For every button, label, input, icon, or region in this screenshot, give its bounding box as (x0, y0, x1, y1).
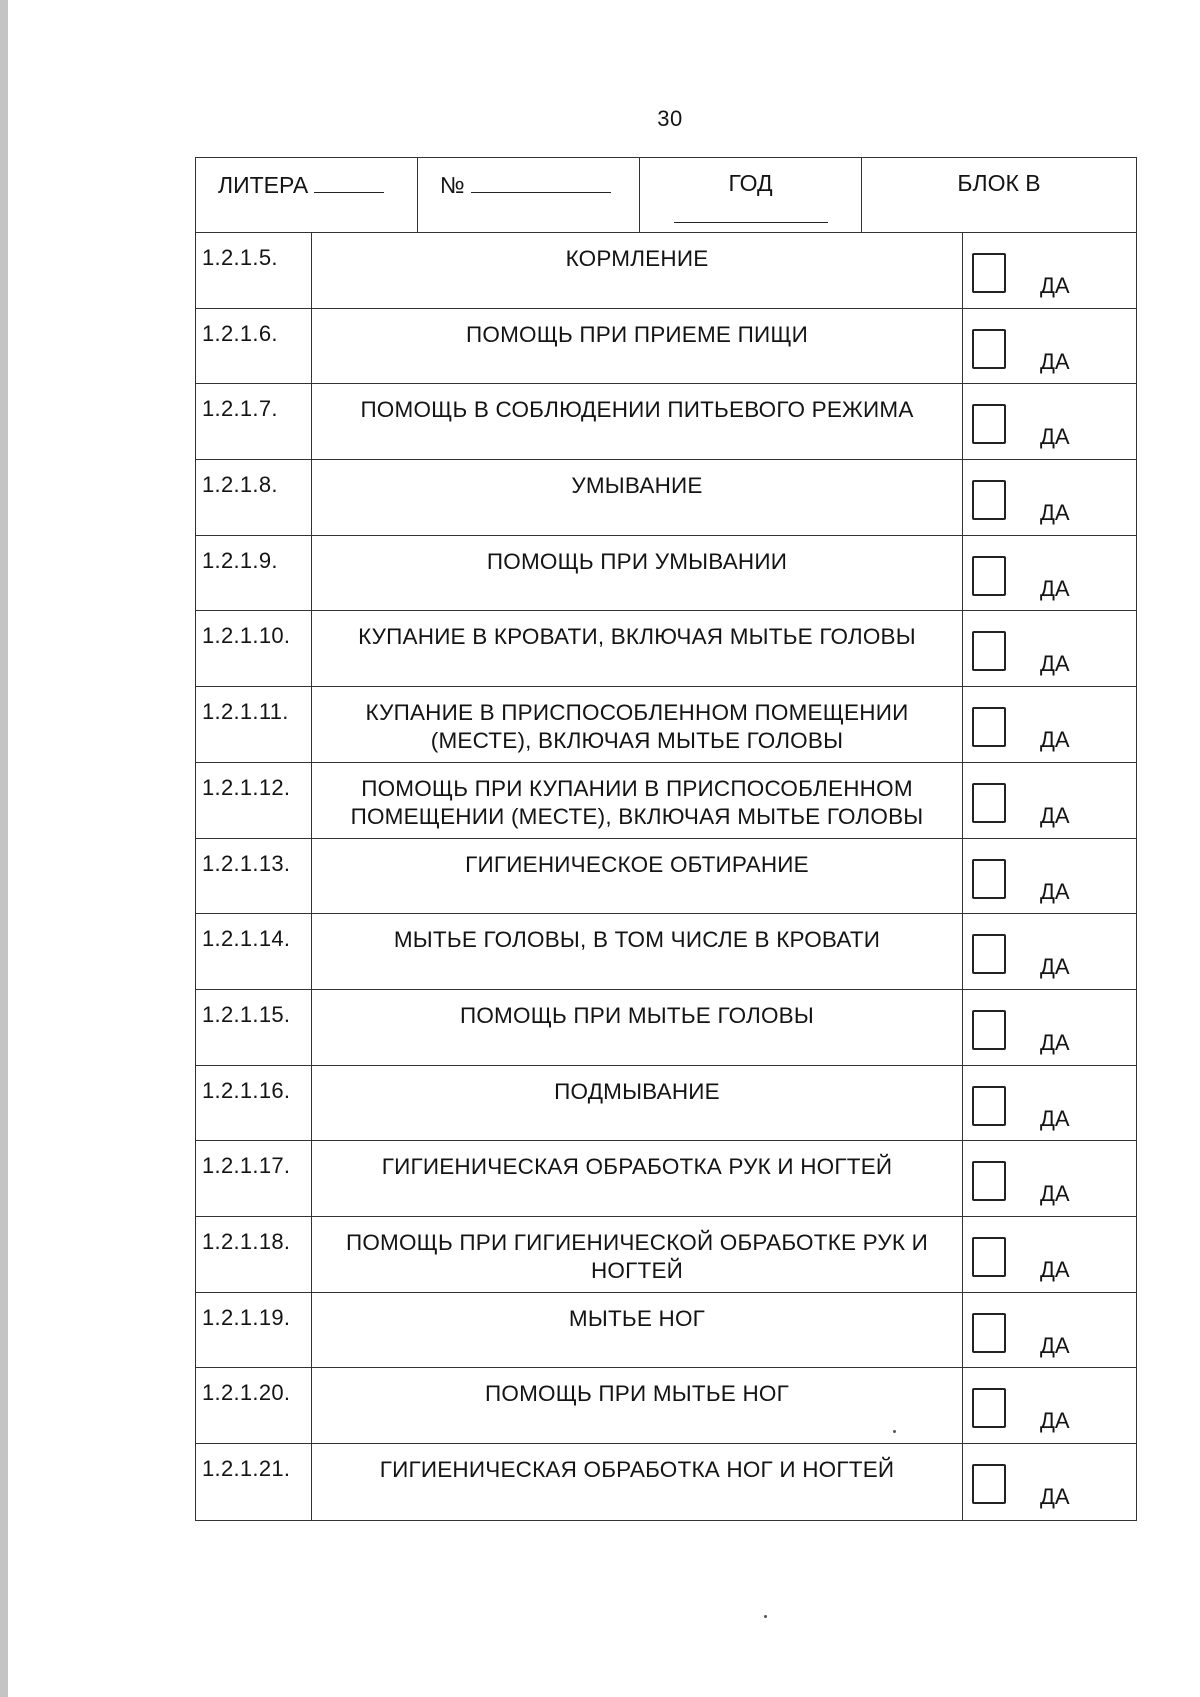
service-name: ПОДМЫВАНИЕ (312, 1066, 963, 1141)
service-rows (196, 233, 1136, 1520)
yes-label: ДА (1040, 727, 1070, 753)
number-label: № (440, 172, 465, 198)
form-header (196, 157, 1136, 233)
service-row (196, 611, 1136, 687)
year-field[interactable] (674, 222, 828, 223)
block-cell (862, 158, 1136, 232)
service-name: ГИГИЕНИЧЕСКОЕ ОБТИРАНИЕ (312, 839, 963, 914)
scan-speck (893, 1430, 896, 1433)
service-code: 1.2.1.8. (196, 460, 312, 535)
service-form (195, 157, 1137, 1521)
service-code: 1.2.1.10. (196, 611, 312, 686)
yes-label: ДА (1040, 500, 1070, 526)
answer-cell (963, 611, 1136, 686)
litera-field[interactable] (314, 170, 384, 193)
service-code: 1.2.1.21. (196, 1444, 312, 1520)
service-name: УМЫВАНИЕ (312, 460, 963, 535)
service-row (196, 1444, 1136, 1520)
service-name: МЫТЬЕ ГОЛОВЫ, В ТОМ ЧИСЛЕ В КРОВАТИ (312, 914, 963, 989)
yes-checkbox[interactable] (972, 1464, 1006, 1504)
yes-checkbox[interactable] (972, 1237, 1006, 1277)
yes-label: ДА (1040, 424, 1070, 450)
service-code: 1.2.1.13. (196, 839, 312, 914)
yes-checkbox[interactable] (972, 329, 1006, 369)
block-label: БЛОК В (957, 170, 1041, 196)
answer-cell (963, 1141, 1136, 1216)
answer-cell (963, 1368, 1136, 1443)
service-code: 1.2.1.11. (196, 687, 312, 762)
yes-checkbox[interactable] (972, 934, 1006, 974)
yes-label: ДА (1040, 1484, 1070, 1509)
yes-checkbox[interactable] (972, 253, 1006, 293)
scan-left-edge (0, 0, 8, 1697)
service-row (196, 233, 1136, 309)
service-name: ГИГИЕНИЧЕСКАЯ ОБРАБОТКА НОГ И НОГТЕЙ (312, 1444, 963, 1520)
service-row (196, 1293, 1136, 1369)
answer-cell (963, 763, 1136, 838)
yes-label: ДА (1040, 1029, 1070, 1055)
answer-cell (963, 1217, 1136, 1292)
service-code: 1.2.1.16. (196, 1066, 312, 1141)
yes-label: ДА (1040, 1105, 1070, 1131)
year-label: ГОД (728, 170, 773, 196)
service-name: ПОМОЩЬ ПРИ МЫТЬЕ НОГ (312, 1368, 963, 1443)
service-code: 1.2.1.20. (196, 1368, 312, 1443)
service-code: 1.2.1.9. (196, 536, 312, 611)
yes-checkbox[interactable] (972, 556, 1006, 596)
service-row (196, 384, 1136, 460)
answer-cell (963, 1444, 1136, 1520)
number-cell (418, 158, 640, 232)
yes-checkbox[interactable] (972, 859, 1006, 899)
service-row (196, 460, 1136, 536)
service-name: ПОМОЩЬ ПРИ ГИГИЕНИЧЕСКОЙ ОБРАБОТКЕ РУК И НОГТЕЙ (312, 1217, 963, 1292)
answer-cell (963, 309, 1136, 384)
service-row (196, 839, 1136, 915)
yes-checkbox[interactable] (972, 1161, 1006, 1201)
yes-label: ДА (1040, 1256, 1070, 1282)
service-code: 1.2.1.5. (196, 233, 312, 308)
answer-cell (963, 233, 1136, 308)
service-name: ПОМОЩЬ ПРИ КУПАНИИ В ПРИСПОСОБЛЕННОМ ПОМЕЩЕНИИ (МЕСТЕ), ВКЛЮЧАЯ МЫТЬЕ ГОЛОВЫ (312, 763, 963, 838)
service-code: 1.2.1.18. (196, 1217, 312, 1292)
litera-cell (196, 158, 418, 232)
service-code: 1.2.1.12. (196, 763, 312, 838)
year-cell (640, 158, 862, 232)
litera-label: ЛИТЕРА (218, 172, 309, 198)
service-row (196, 1368, 1136, 1444)
yes-checkbox[interactable] (972, 1086, 1006, 1126)
scan-speck (764, 1615, 767, 1618)
service-row (196, 990, 1136, 1066)
service-name: ПОМОЩЬ ПРИ МЫТЬЕ ГОЛОВЫ (312, 990, 963, 1065)
answer-cell (963, 460, 1136, 535)
service-row (196, 309, 1136, 385)
service-row (196, 1141, 1136, 1217)
answer-cell (963, 839, 1136, 914)
service-name: ПОМОЩЬ ПРИ ПРИЕМЕ ПИЩИ (312, 309, 963, 384)
answer-cell (963, 384, 1136, 459)
yes-label: ДА (1040, 1181, 1070, 1207)
answer-cell (963, 687, 1136, 762)
yes-checkbox[interactable] (972, 783, 1006, 823)
yes-checkbox[interactable] (972, 404, 1006, 444)
yes-checkbox[interactable] (972, 631, 1006, 671)
service-code: 1.2.1.7. (196, 384, 312, 459)
service-code: 1.2.1.15. (196, 990, 312, 1065)
yes-label: ДА (1040, 575, 1070, 601)
yes-label: ДА (1040, 273, 1070, 298)
service-name: ПОМОЩЬ В СОБЛЮДЕНИИ ПИТЬЕВОГО РЕЖИМА (312, 384, 963, 459)
yes-checkbox[interactable] (972, 1313, 1006, 1353)
yes-label: ДА (1040, 802, 1070, 828)
yes-label: ДА (1040, 954, 1070, 980)
answer-cell (963, 1293, 1136, 1368)
answer-cell (963, 536, 1136, 611)
service-code: 1.2.1.14. (196, 914, 312, 989)
service-row (196, 1217, 1136, 1293)
yes-label: ДА (1040, 1408, 1070, 1434)
yes-label: ДА (1040, 1332, 1070, 1358)
service-name: КУПАНИЕ В ПРИСПОСОБЛЕННОМ ПОМЕЩЕНИИ (МЕСТЕ), ВКЛЮЧАЯ МЫТЬЕ ГОЛОВЫ (312, 687, 963, 762)
number-field[interactable] (471, 170, 611, 193)
service-code: 1.2.1.19. (196, 1293, 312, 1368)
service-name: ПОМОЩЬ ПРИ УМЫВАНИИ (312, 536, 963, 611)
page-number: 30 (657, 106, 683, 131)
service-row (196, 536, 1136, 612)
answer-cell (963, 914, 1136, 989)
yes-checkbox[interactable] (972, 1010, 1006, 1050)
service-row (196, 914, 1136, 990)
service-row (196, 1066, 1136, 1142)
service-name: КОРМЛЕНИЕ (312, 233, 963, 308)
service-name: МЫТЬЕ НОГ (312, 1293, 963, 1368)
yes-label: ДА (1040, 348, 1070, 374)
service-code: 1.2.1.6. (196, 309, 312, 384)
service-name: КУПАНИЕ В КРОВАТИ, ВКЛЮЧАЯ МЫТЬЕ ГОЛОВЫ (312, 611, 963, 686)
yes-label: ДА (1040, 878, 1070, 904)
service-row (196, 687, 1136, 763)
yes-checkbox[interactable] (972, 707, 1006, 747)
service-code: 1.2.1.17. (196, 1141, 312, 1216)
yes-label: ДА (1040, 651, 1070, 677)
answer-cell (963, 1066, 1136, 1141)
service-row (196, 763, 1136, 839)
yes-checkbox[interactable] (972, 1388, 1006, 1428)
answer-cell (963, 990, 1136, 1065)
service-name: ГИГИЕНИЧЕСКАЯ ОБРАБОТКА РУК И НОГТЕЙ (312, 1141, 963, 1216)
yes-checkbox[interactable] (972, 480, 1006, 520)
